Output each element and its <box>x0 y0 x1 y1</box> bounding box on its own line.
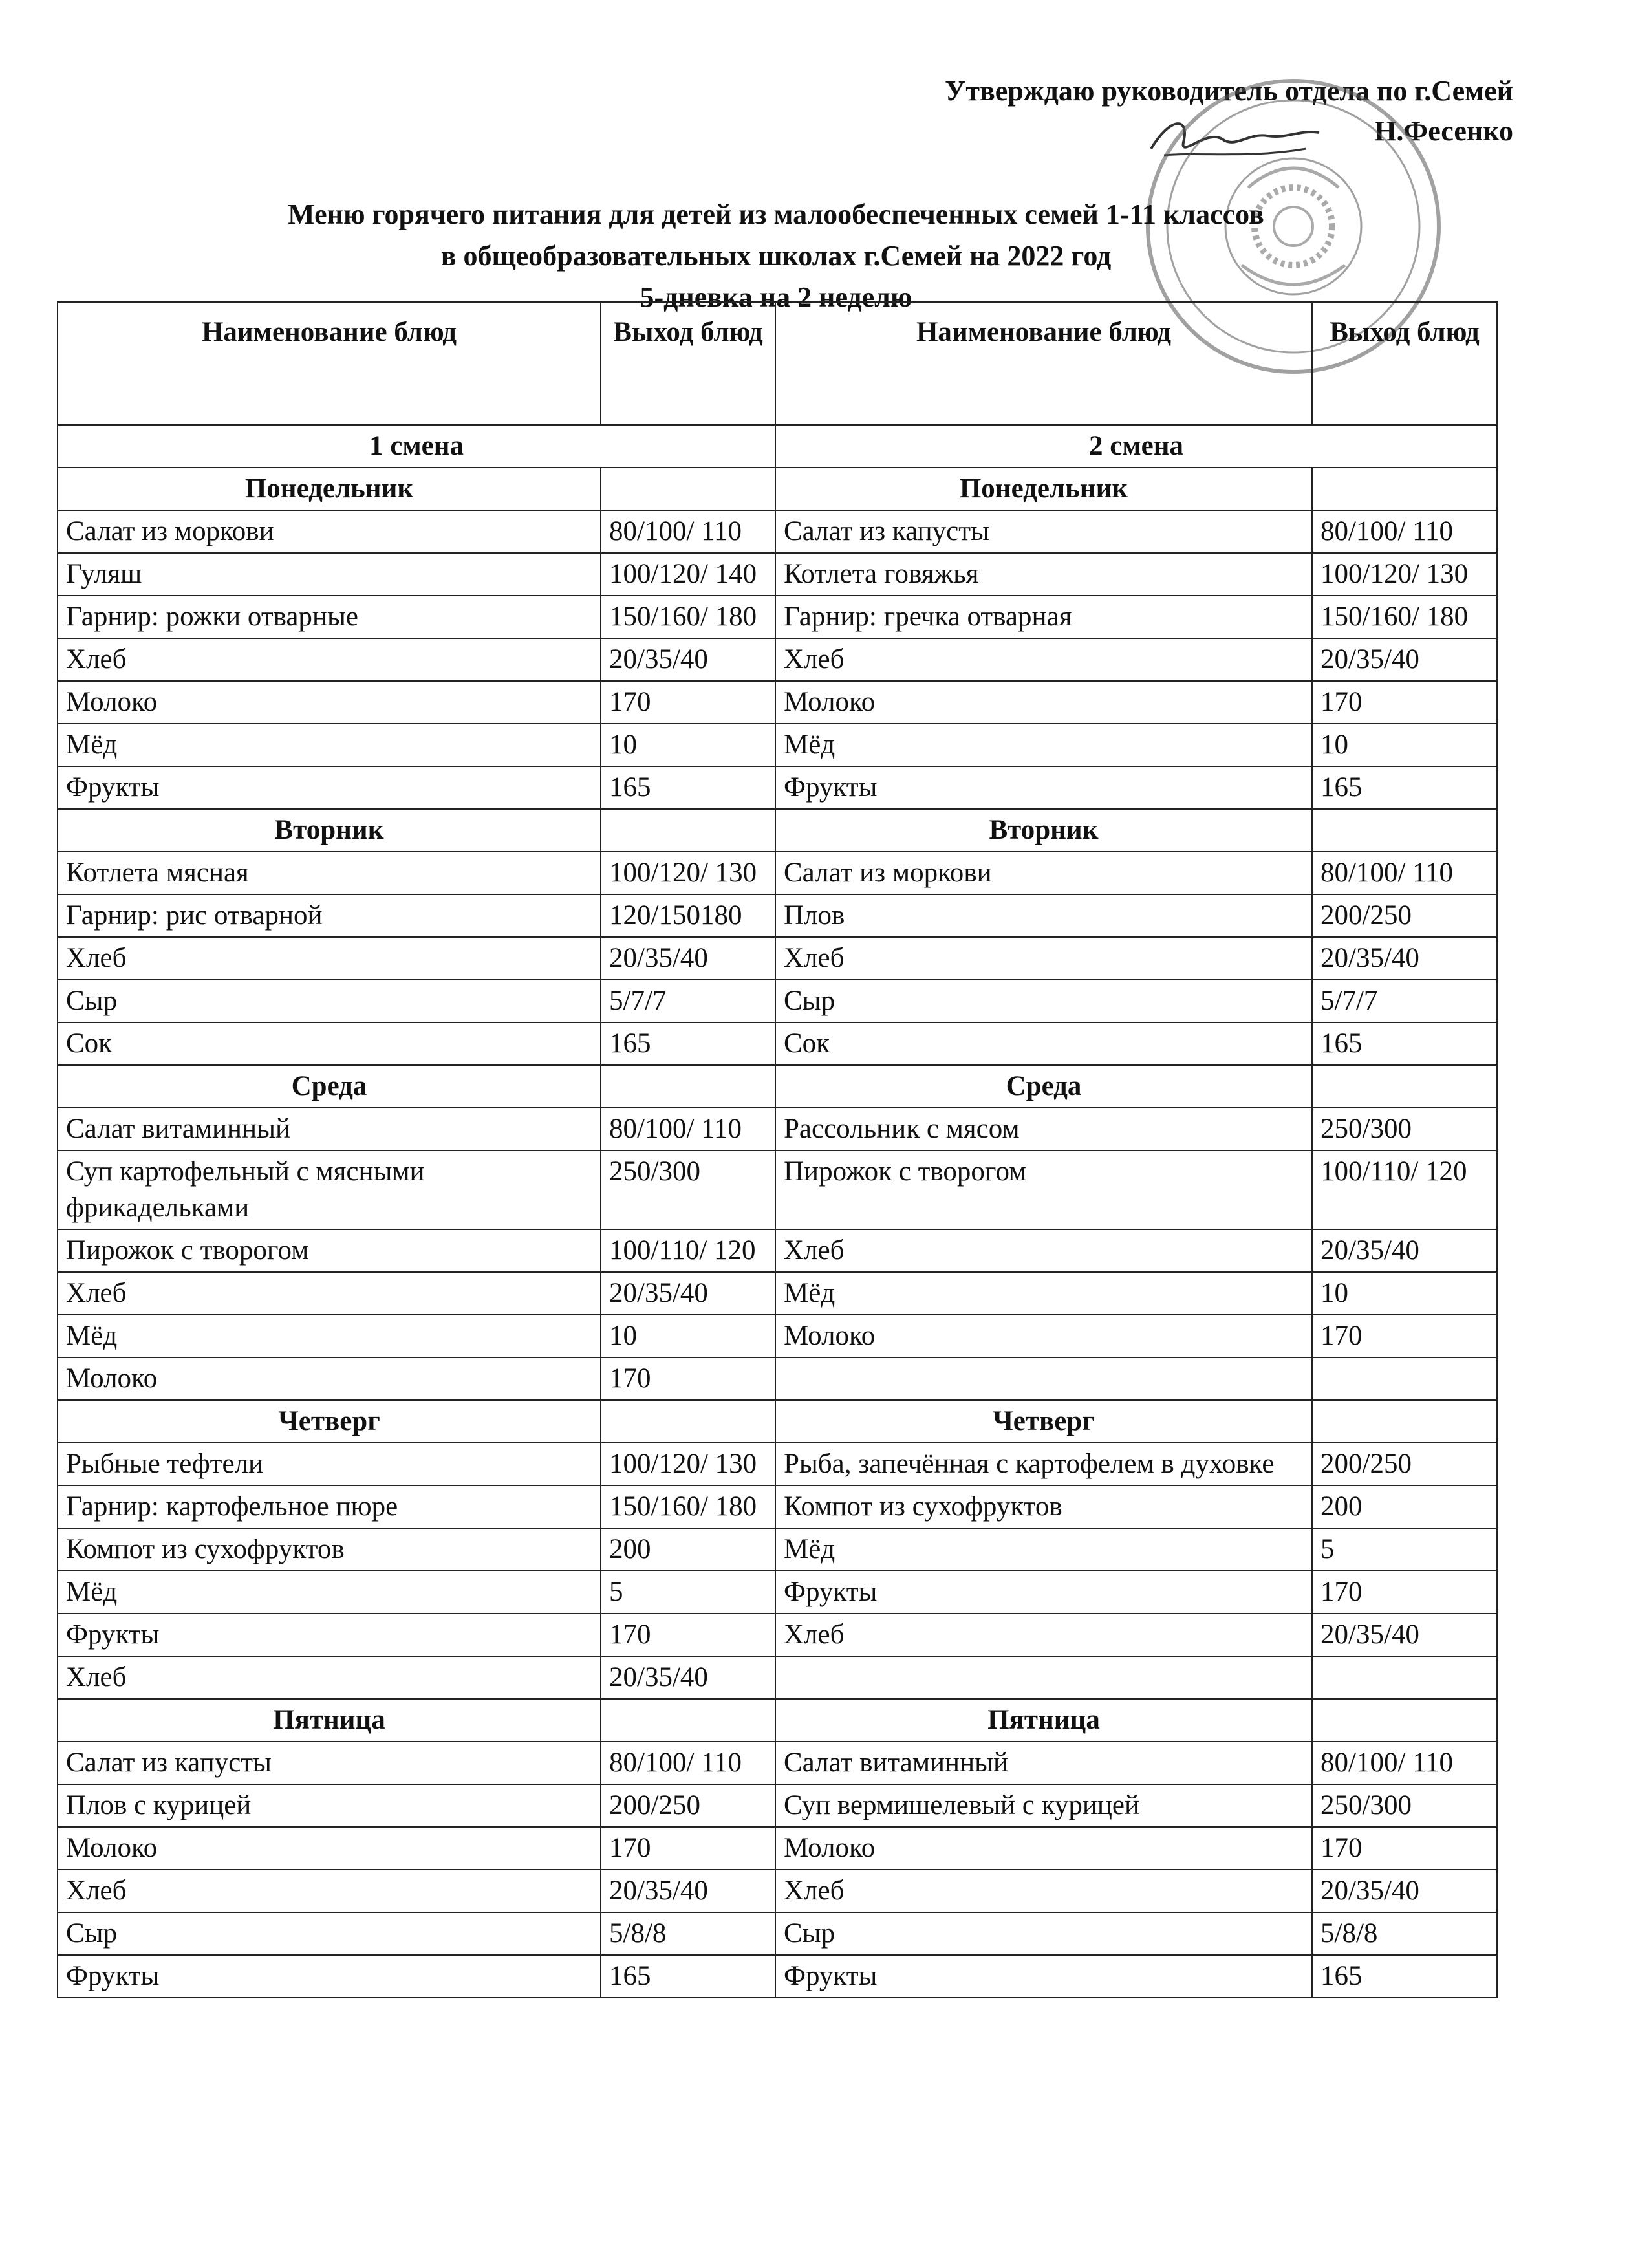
col-dish-shift2: Наименование блюд <box>775 302 1312 425</box>
yield-shift2: 20/35/40 <box>1312 1870 1497 1912</box>
table-row <box>58 1827 1497 1870</box>
yield-shift1: 100/120/ 130 <box>601 1443 775 1485</box>
yield-shift2: 165 <box>1312 766 1497 809</box>
approval-line: Утверждаю руководитель отдела по г.Семей <box>945 75 1513 107</box>
yield-shift2: 10 <box>1312 1272 1497 1315</box>
yield-shift1: 250/300 <box>601 1150 775 1229</box>
yield-shift1: 5 <box>601 1571 775 1614</box>
day-name-shift2: Пятница <box>775 1699 1312 1742</box>
yield-shift2: 5 <box>1312 1528 1497 1571</box>
yield-shift2: 100/110/ 120 <box>1312 1150 1497 1229</box>
col-yield-shift2: Выход блюд <box>1312 302 1497 425</box>
yield-shift1: 80/100/ 110 <box>601 510 775 553</box>
dish-shift2: Котлета говяжья <box>775 553 1312 596</box>
dish-shift2: Компот из сухофруктов <box>775 1485 1312 1528</box>
day-name-shift2: Среда <box>775 1065 1312 1108</box>
dish-shift1: Салат из капусты <box>58 1742 601 1784</box>
dish-shift1: Хлеб <box>58 1870 601 1912</box>
day-row <box>58 1699 1497 1742</box>
table-header-row <box>58 302 1497 425</box>
table-row <box>58 1229 1497 1272</box>
dish-shift2: Хлеб <box>775 1870 1312 1912</box>
yield-shift2: 5/7/7 <box>1312 980 1497 1022</box>
yield-shift2: 165 <box>1312 1955 1497 1998</box>
table-row <box>58 980 1497 1022</box>
yield-shift1: 170 <box>601 1357 775 1400</box>
dish-shift1: Фрукты <box>58 1955 601 1998</box>
dish-shift2: Хлеб <box>775 1229 1312 1272</box>
dish-shift1: Хлеб <box>58 937 601 980</box>
dish-shift1: Хлеб <box>58 638 601 681</box>
yield-shift2: 170 <box>1312 1315 1497 1357</box>
table-row <box>58 1870 1497 1912</box>
yield-shift1: 165 <box>601 1955 775 1998</box>
dish-shift1: Фрукты <box>58 766 601 809</box>
yield-shift2: 80/100/ 110 <box>1312 510 1497 553</box>
table-row <box>58 1357 1497 1400</box>
dish-shift2 <box>775 1656 1312 1699</box>
yield-shift1: 100/110/ 120 <box>601 1229 775 1272</box>
dish-shift2: Пирожок с творогом <box>775 1150 1312 1229</box>
dish-shift2: Суп вермишелевый с курицей <box>775 1784 1312 1827</box>
day-spacer <box>601 1065 775 1108</box>
table-row <box>58 596 1497 638</box>
day-name-shift1: Вторник <box>58 809 601 852</box>
title-line-3: 5-дневка на 2 неделю <box>640 281 912 313</box>
yield-shift2: 250/300 <box>1312 1108 1497 1150</box>
shift-row <box>58 425 1497 468</box>
yield-shift2: 20/35/40 <box>1312 638 1497 681</box>
dish-shift1: Рыбные тефтели <box>58 1443 601 1485</box>
table-row <box>58 553 1497 596</box>
dish-shift1: Салат витаминный <box>58 1108 601 1150</box>
table-row <box>58 1784 1497 1827</box>
day-name-shift2: Вторник <box>775 809 1312 852</box>
table-row <box>58 1528 1497 1571</box>
table-row <box>58 1150 1497 1229</box>
dish-shift1: Фрукты <box>58 1614 601 1656</box>
table-row <box>58 681 1497 724</box>
dish-shift2: Фрукты <box>775 766 1312 809</box>
yield-shift1: 20/35/40 <box>601 937 775 980</box>
day-spacer <box>1312 1065 1497 1108</box>
day-name-shift1: Пятница <box>58 1699 601 1742</box>
table-row <box>58 1443 1497 1485</box>
yield-shift2: 250/300 <box>1312 1784 1497 1827</box>
day-spacer <box>1312 809 1497 852</box>
yield-shift2: 200/250 <box>1312 894 1497 937</box>
day-row <box>58 809 1497 852</box>
yield-shift2: 20/35/40 <box>1312 937 1497 980</box>
yield-shift1: 5/8/8 <box>601 1912 775 1955</box>
yield-shift1: 80/100/ 110 <box>601 1742 775 1784</box>
yield-shift1: 150/160/ 180 <box>601 1485 775 1528</box>
dish-shift1: Мёд <box>58 1571 601 1614</box>
day-name-shift1: Среда <box>58 1065 601 1108</box>
dish-shift2: Фрукты <box>775 1955 1312 1998</box>
yield-shift2: 170 <box>1312 681 1497 724</box>
dish-shift2: Плов <box>775 894 1312 937</box>
menu-body <box>58 425 1497 1998</box>
yield-shift1: 170 <box>601 1827 775 1870</box>
dish-shift1: Сок <box>58 1022 601 1065</box>
day-spacer <box>601 809 775 852</box>
yield-shift2: 20/35/40 <box>1312 1229 1497 1272</box>
yield-shift1: 150/160/ 180 <box>601 596 775 638</box>
yield-shift2: 150/160/ 180 <box>1312 596 1497 638</box>
dish-shift2: Хлеб <box>775 638 1312 681</box>
dish-shift2 <box>775 1357 1312 1400</box>
dish-shift2: Хлеб <box>775 937 1312 980</box>
yield-shift2: 170 <box>1312 1571 1497 1614</box>
yield-shift1: 20/35/40 <box>601 1870 775 1912</box>
dish-shift2: Сыр <box>775 980 1312 1022</box>
yield-shift1: 100/120/ 140 <box>601 553 775 596</box>
dish-shift1: Молоко <box>58 1357 601 1400</box>
dish-shift2: Мёд <box>775 1528 1312 1571</box>
dish-shift1: Плов с курицей <box>58 1784 601 1827</box>
title-line-1: Меню горячего питания для детей из малообеспеченных семей 1-11 классов <box>288 199 1264 230</box>
yield-shift1: 165 <box>601 766 775 809</box>
day-name-shift1: Четверг <box>58 1400 601 1443</box>
dish-shift1: Салат из моркови <box>58 510 601 553</box>
col-yield-shift1: Выход блюд <box>601 302 775 425</box>
shift-2-label: 2 смена <box>775 425 1497 468</box>
dish-shift2: Молоко <box>775 681 1312 724</box>
col-dish-shift1: Наименование блюд <box>58 302 601 425</box>
dish-shift2: Хлеб <box>775 1614 1312 1656</box>
yield-shift1: 20/35/40 <box>601 1656 775 1699</box>
yield-shift1: 10 <box>601 1315 775 1357</box>
document-title <box>129 194 1423 318</box>
yield-shift2: 5/8/8 <box>1312 1912 1497 1955</box>
yield-shift1: 200/250 <box>601 1784 775 1827</box>
day-spacer <box>1312 1699 1497 1742</box>
dish-shift1: Мёд <box>58 724 601 766</box>
day-spacer <box>601 468 775 510</box>
yield-shift1: 200 <box>601 1528 775 1571</box>
dish-shift2: Мёд <box>775 1272 1312 1315</box>
day-row <box>58 468 1497 510</box>
menu-table <box>57 301 1498 1998</box>
yield-shift2: 200/250 <box>1312 1443 1497 1485</box>
yield-shift1: 20/35/40 <box>601 638 775 681</box>
dish-shift2: Мёд <box>775 724 1312 766</box>
day-name-shift2: Понедельник <box>775 468 1312 510</box>
day-spacer <box>1312 1400 1497 1443</box>
dish-shift2: Рыба, запечённая с картофелем в духовке <box>775 1443 1312 1485</box>
dish-shift1: Гуляш <box>58 553 601 596</box>
day-name-shift1: Понедельник <box>58 468 601 510</box>
dish-shift1: Молоко <box>58 681 601 724</box>
dish-shift2: Гарнир: гречка отварная <box>775 596 1312 638</box>
yield-shift2: 170 <box>1312 1827 1497 1870</box>
dish-shift1: Гарнир: картофельное пюре <box>58 1485 601 1528</box>
table-row <box>58 1022 1497 1065</box>
dish-shift1: Котлета мясная <box>58 852 601 894</box>
yield-shift2: 100/120/ 130 <box>1312 553 1497 596</box>
table-row <box>58 1955 1497 1998</box>
day-spacer <box>601 1699 775 1742</box>
dish-shift2: Сыр <box>775 1912 1312 1955</box>
table-row <box>58 510 1497 553</box>
dish-shift1: Хлеб <box>58 1272 601 1315</box>
table-row <box>58 1614 1497 1656</box>
yield-shift1: 120/150180 <box>601 894 775 937</box>
day-row <box>58 1065 1497 1108</box>
dish-shift1: Мёд <box>58 1315 601 1357</box>
approver-name: Н.Фесенко <box>1374 115 1513 147</box>
yield-shift1: 10 <box>601 724 775 766</box>
dish-shift1: Хлеб <box>58 1656 601 1699</box>
yield-shift2: 165 <box>1312 1022 1497 1065</box>
table-row <box>58 1108 1497 1150</box>
table-row <box>58 1571 1497 1614</box>
day-row <box>58 1400 1497 1443</box>
table-row <box>58 1272 1497 1315</box>
day-spacer <box>1312 468 1497 510</box>
table-row <box>58 724 1497 766</box>
dish-shift2: Сок <box>775 1022 1312 1065</box>
yield-shift1: 170 <box>601 681 775 724</box>
dish-shift1: Сыр <box>58 980 601 1022</box>
dish-shift1: Сыр <box>58 1912 601 1955</box>
yield-shift1: 80/100/ 110 <box>601 1108 775 1150</box>
yield-shift2: 200 <box>1312 1485 1497 1528</box>
yield-shift1: 20/35/40 <box>601 1272 775 1315</box>
dish-shift1: Гарнир: рожки отварные <box>58 596 601 638</box>
table-row <box>58 937 1497 980</box>
yield-shift2: 10 <box>1312 724 1497 766</box>
dish-shift2: Молоко <box>775 1315 1312 1357</box>
dish-shift1: Молоко <box>58 1827 601 1870</box>
dish-shift2: Рассольник с мясом <box>775 1108 1312 1150</box>
dish-shift1: Пирожок с творогом <box>58 1229 601 1272</box>
day-name-shift2: Четверг <box>775 1400 1312 1443</box>
table-row <box>58 638 1497 681</box>
day-spacer <box>601 1400 775 1443</box>
dish-shift2: Фрукты <box>775 1571 1312 1614</box>
table-row <box>58 1912 1497 1955</box>
table-row <box>58 1656 1497 1699</box>
dish-shift2: Салат из моркови <box>775 852 1312 894</box>
dish-shift1: Гарнир: рис отварной <box>58 894 601 937</box>
yield-shift2 <box>1312 1656 1497 1699</box>
table-row <box>58 766 1497 809</box>
title-line-2: в общеобразовательных школах г.Семей на 2022 год <box>440 240 1112 272</box>
yield-shift1: 5/7/7 <box>601 980 775 1022</box>
dish-shift2: Салат витаминный <box>775 1742 1312 1784</box>
table-row <box>58 1315 1497 1357</box>
yield-shift2: 80/100/ 110 <box>1312 852 1497 894</box>
table-row <box>58 894 1497 937</box>
table-row <box>58 1742 1497 1784</box>
yield-shift1: 170 <box>601 1614 775 1656</box>
shift-1-label: 1 смена <box>58 425 775 468</box>
yield-shift1: 165 <box>601 1022 775 1065</box>
yield-shift2: 80/100/ 110 <box>1312 1742 1497 1784</box>
dish-shift1: Суп картофельный с мясными фрикадельками <box>58 1150 601 1229</box>
dish-shift2: Салат из капусты <box>775 510 1312 553</box>
dish-shift2: Молоко <box>775 1827 1312 1870</box>
yield-shift2: 20/35/40 <box>1312 1614 1497 1656</box>
table-row <box>58 1485 1497 1528</box>
yield-shift1: 100/120/ 130 <box>601 852 775 894</box>
table-row <box>58 852 1497 894</box>
yield-shift2 <box>1312 1357 1497 1400</box>
dish-shift1: Компот из сухофруктов <box>58 1528 601 1571</box>
